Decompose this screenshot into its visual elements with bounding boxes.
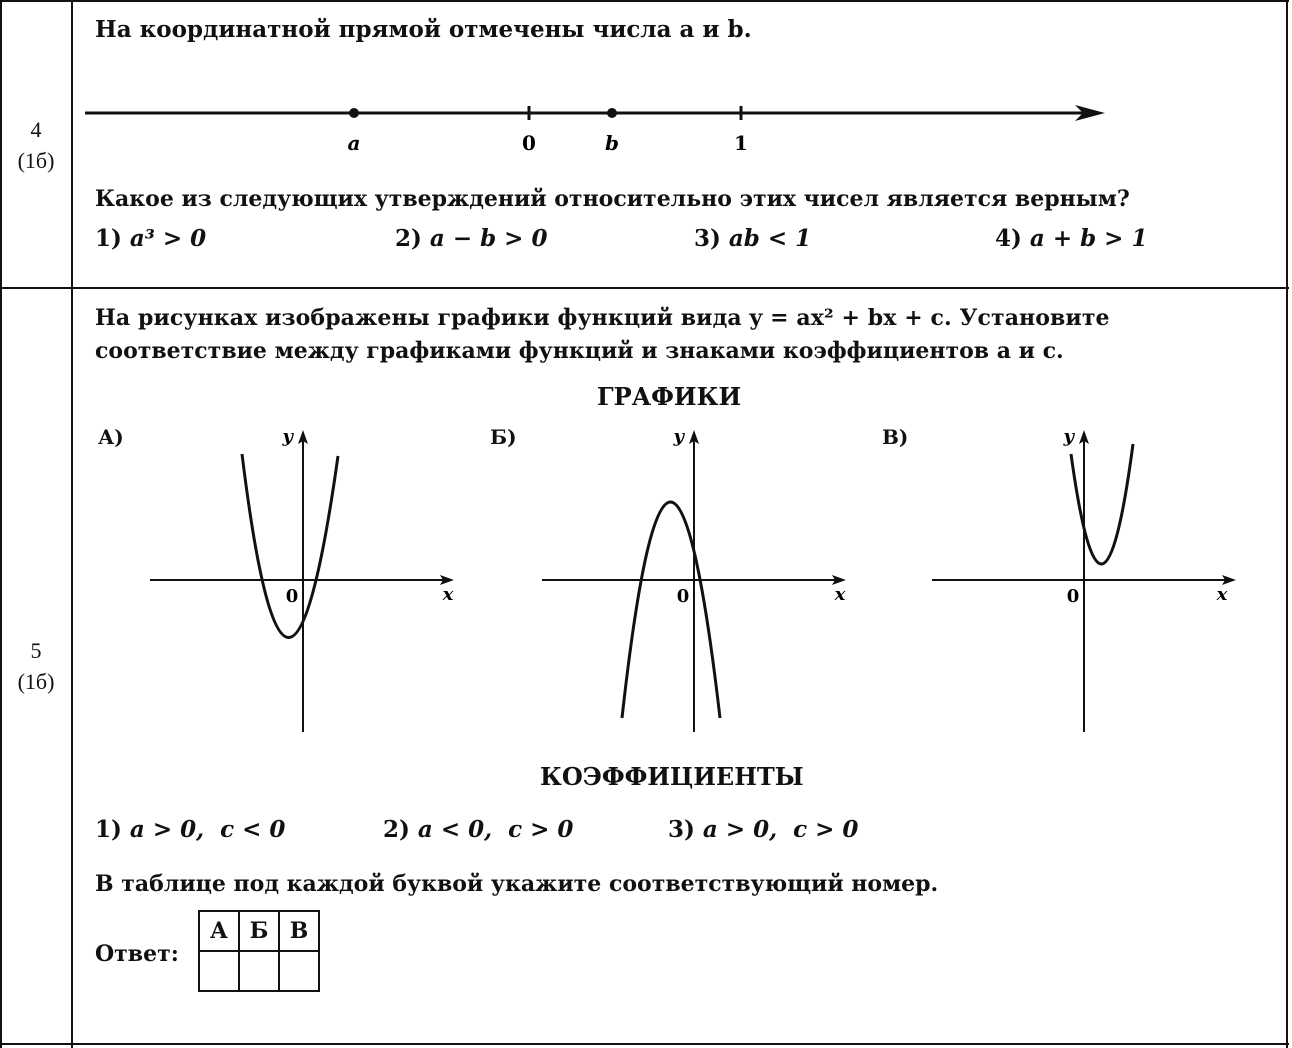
coefficient-option-1 — [95, 816, 285, 843]
option-expression: a > 0, c < 0 — [129, 816, 286, 843]
graph-b-parabola — [622, 502, 720, 718]
point-b — [607, 108, 617, 118]
task4-points: (1б) — [17, 148, 55, 173]
graph-b-y-label: y — [673, 426, 684, 447]
task4-option-3 — [694, 225, 811, 252]
row-divider — [0, 287, 1289, 289]
point-a — [349, 108, 359, 118]
option-expression: a − b > 0 — [429, 225, 548, 252]
graph-c-origin: 0 — [1066, 586, 1080, 607]
option-number: 2) — [383, 816, 410, 843]
graph-a-origin: 0 — [285, 586, 299, 607]
graph-c-x-label: x — [1216, 584, 1228, 605]
answer-cell-b[interactable] — [239, 951, 279, 991]
task4-statement: На координатной прямой отмечены числа a и b. — [95, 16, 752, 43]
option-number: 1) — [95, 225, 122, 252]
graph-a-parabola — [242, 454, 338, 638]
task5-instruction: В таблице под каждой буквой укажите соответствующий номер. — [95, 871, 939, 897]
graph-b-x-label: x — [834, 584, 846, 605]
row-divider-bottom — [0, 1043, 1289, 1045]
graph-a-y-label: y — [282, 426, 293, 447]
table-top-border — [0, 0, 1289, 2]
task4-option-2 — [395, 225, 547, 252]
answer-header-b: Б — [239, 911, 279, 951]
answer-table — [198, 910, 320, 992]
coefficient-option-3 — [668, 816, 858, 843]
answer-header-a: А — [199, 911, 239, 951]
answer-label: Ответ: — [95, 941, 179, 967]
option-number: 4) — [995, 225, 1022, 252]
graph-c-y-label: y — [1063, 426, 1074, 447]
task5-statement-line1: На рисунках изображены графики функций вида y = ax² + bx + c. Установите — [95, 305, 1110, 331]
option-expression: a > 0, c > 0 — [702, 816, 859, 843]
label-one: 1 — [734, 131, 748, 155]
graph-c-letter: В) — [882, 425, 909, 449]
label-zero: 0 — [522, 131, 536, 155]
option-number: 2) — [395, 225, 422, 252]
option-number: 3) — [694, 225, 721, 252]
option-number: 1) — [95, 816, 122, 843]
task5-number: 5 — [30, 638, 42, 663]
coefficient-option-2 — [383, 816, 573, 843]
graph-a-letter: А) — [98, 425, 124, 449]
task4-option-4 — [995, 225, 1147, 252]
graph-c-parabola — [1071, 444, 1133, 564]
answer-input-row — [199, 951, 319, 991]
table-right-border — [1286, 0, 1288, 1048]
number-line — [80, 90, 1120, 160]
graph-b-origin: 0 — [676, 586, 690, 607]
graph-c — [922, 420, 1252, 740]
task4-number: 4 — [30, 117, 42, 142]
graph-a-x-label: x — [442, 584, 454, 605]
graph-b — [532, 420, 862, 740]
option-expression: a + b > 1 — [1029, 225, 1148, 252]
graphs-heading: ГРАФИКИ — [597, 382, 742, 411]
option-expression: ab < 1 — [728, 225, 812, 252]
option-expression: a³ > 0 — [129, 225, 207, 252]
task4-option-1 — [95, 225, 206, 252]
answer-header-row — [199, 911, 319, 951]
label-a: a — [347, 131, 361, 155]
answer-cell-a[interactable] — [199, 951, 239, 991]
graph-b-letter: Б) — [490, 425, 517, 449]
answer-cell-c[interactable] — [279, 951, 319, 991]
option-expression: a < 0, c > 0 — [417, 816, 574, 843]
task4-question: Какое из следующих утверждений относительно этих чисел является верным? — [95, 186, 1130, 212]
task5-points: (1б) — [17, 669, 55, 694]
task5-statement-line2: соответствие между графиками функций и знаками коэффициентов a и c. — [95, 338, 1064, 364]
answer-header-c: В — [279, 911, 319, 951]
graph-a — [140, 420, 470, 740]
option-number: 3) — [668, 816, 695, 843]
coefficients-heading: КОЭФФИЦИЕНТЫ — [540, 762, 804, 791]
label-b: b — [605, 131, 619, 155]
